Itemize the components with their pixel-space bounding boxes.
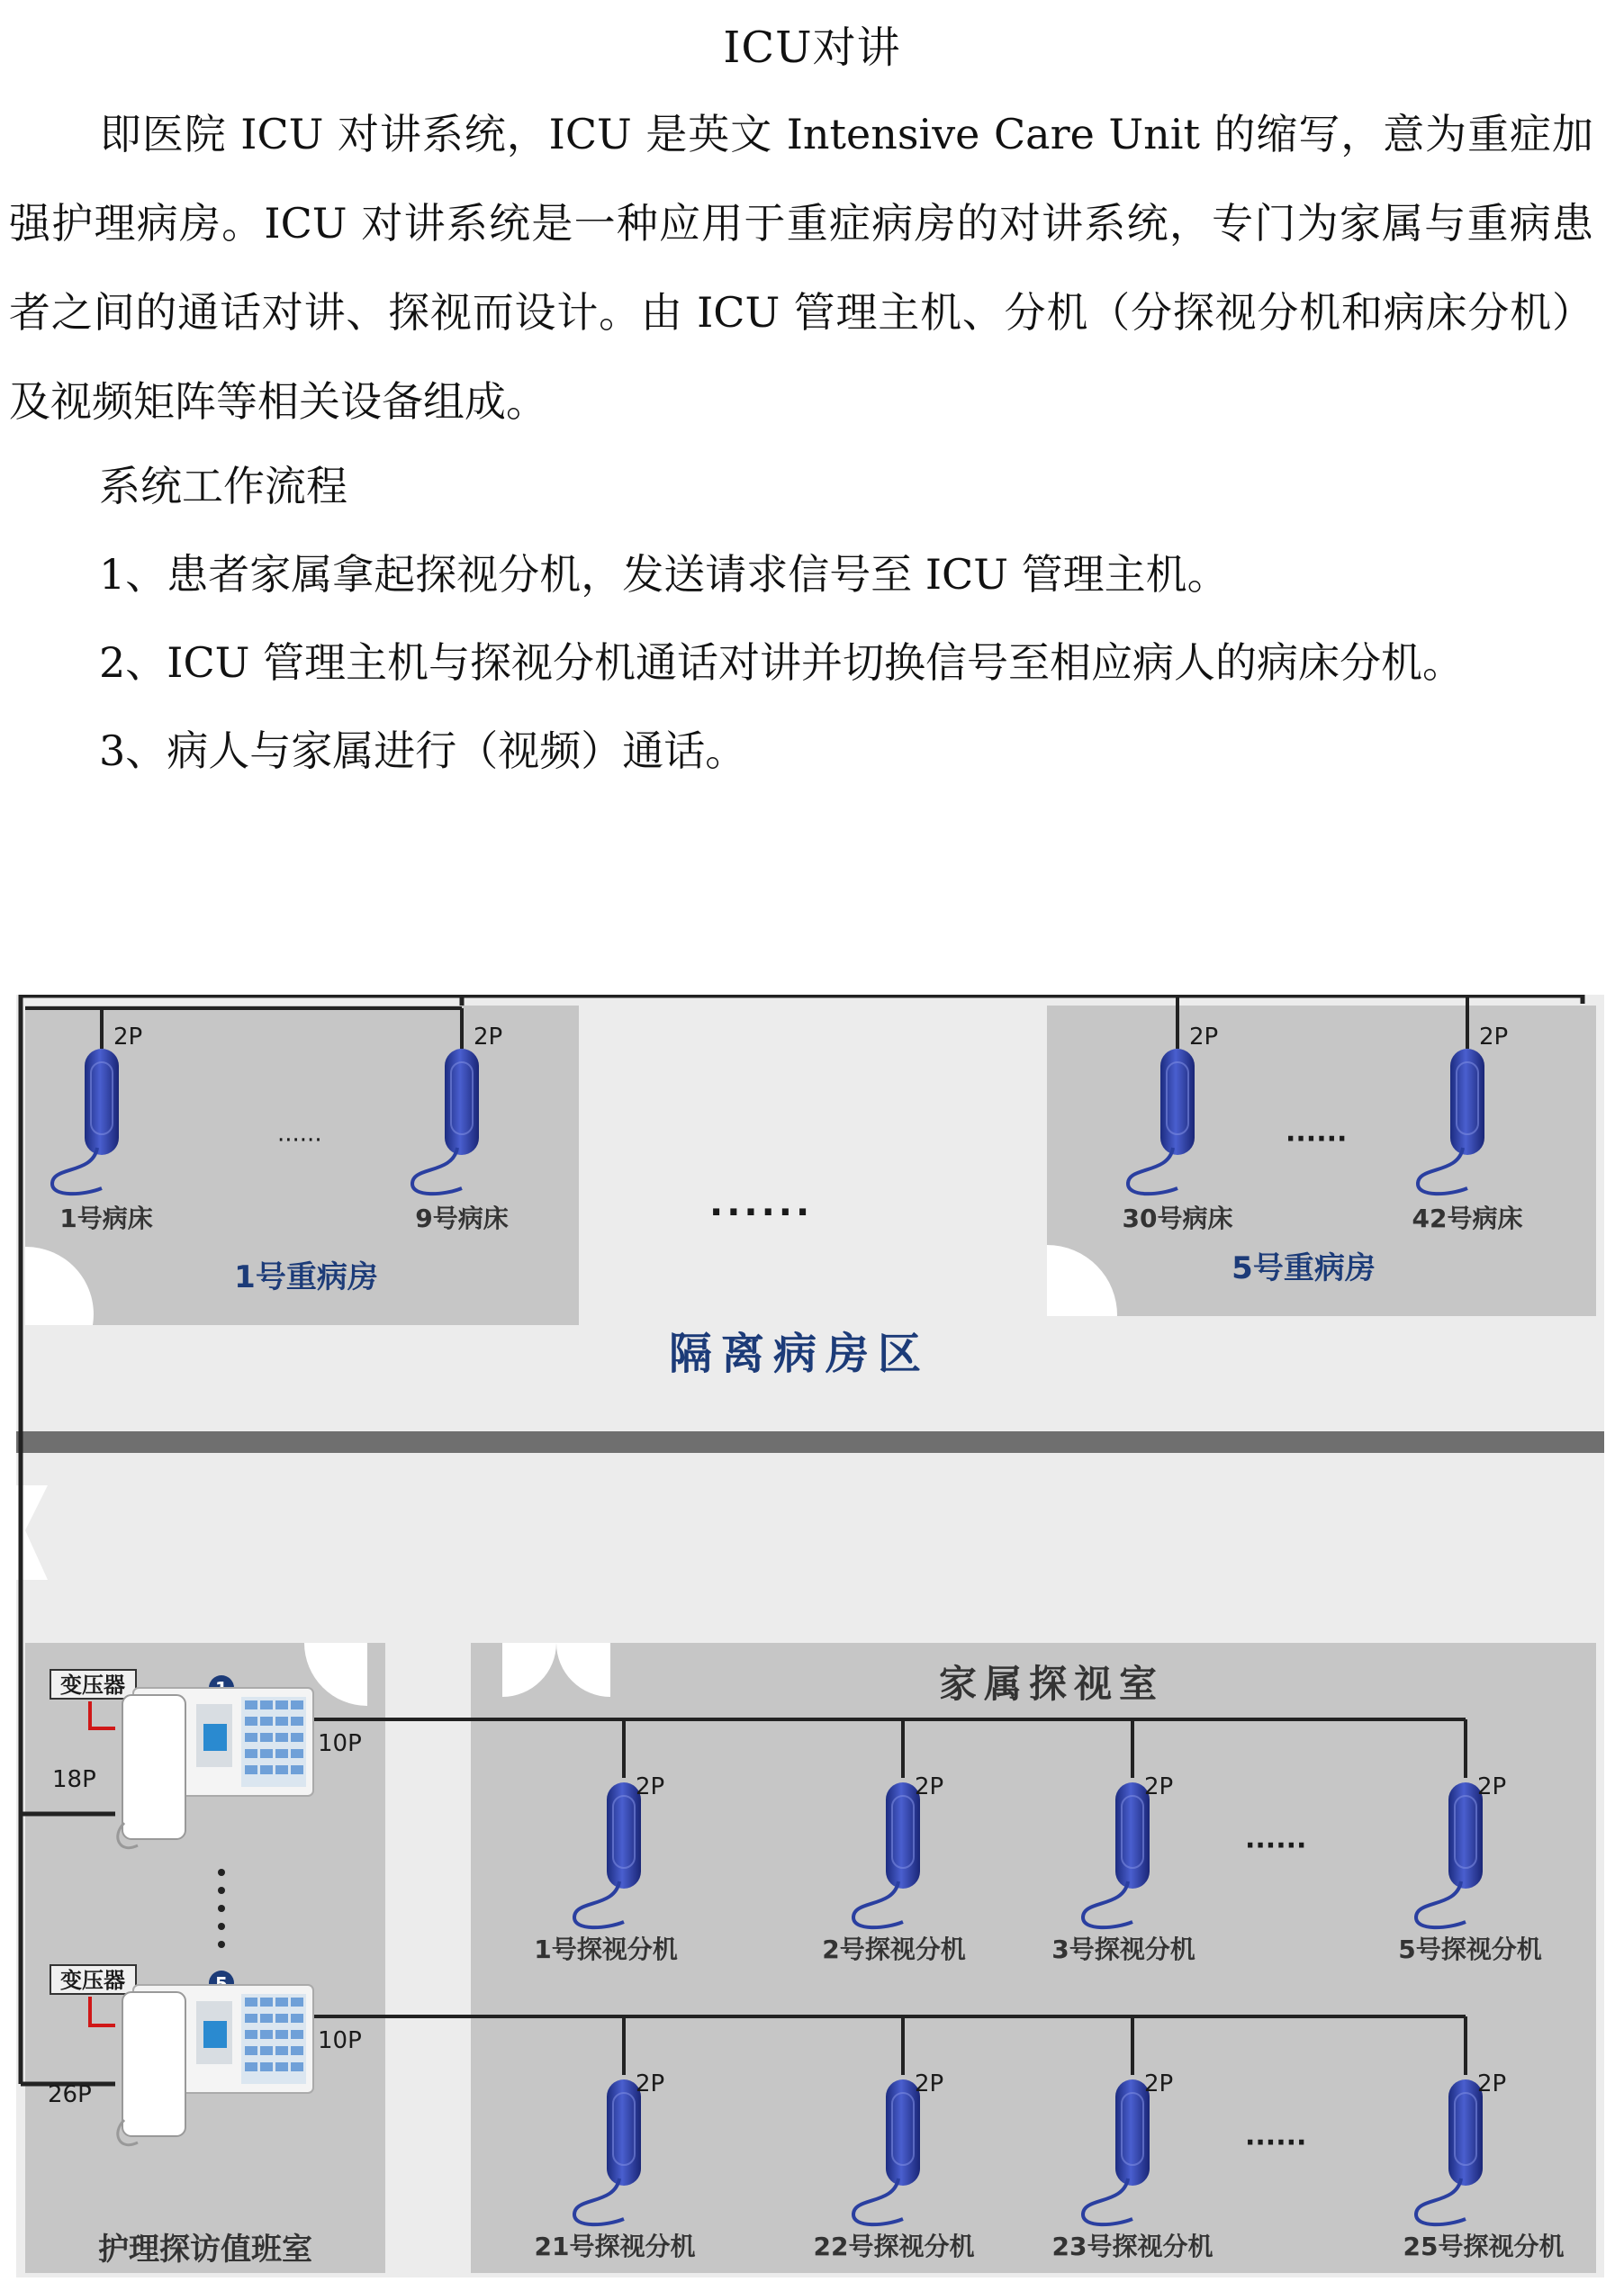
wire-label-2p: 2P [636, 1773, 665, 1800]
visit-unit-label: 23号探视分机 [1051, 2232, 1213, 2261]
visit-unit-label: 25号探视分机 [1403, 2232, 1565, 2261]
wire-label-2p: 2P [1477, 1773, 1507, 1800]
workflow-step-1: 1、患者家属拿起探视分机，发送请求信号至 ICU 管理主机。 [99, 550, 1229, 599]
ellipsis: ······ [277, 1127, 322, 1154]
wire-label-10p: 10P [318, 2027, 362, 2054]
bed-label: 9号病床 [415, 1204, 509, 1233]
visit-unit-label: 21号探视分机 [534, 2232, 696, 2261]
workflow-step-3: 3、病人与家属进行（视频）通话。 [99, 726, 747, 775]
ellipsis: ······ [1245, 1830, 1307, 1862]
bed-label: 1号病床 [59, 1204, 153, 1233]
visit-room-label: 家属探视室 [938, 1662, 1165, 1706]
wire-label-2p: 2P [1144, 1773, 1174, 1800]
wire-label-2p: 2P [636, 2070, 665, 2097]
bed-label: 30号病床 [1122, 1204, 1233, 1233]
intro-text: 即医院 ICU 对讲系统，ICU 是英文 Intensive Care Unit 的缩写，意为重症加强护理病房。ICU 对讲系统是一种应用于重症病房的对讲系统，专门为家属与重病患者之间的通话对讲、探视而设计。由 ICU 管理主机、分机（分探视分机和病床分机）及视频矩阵等相关设备组成。 [9, 110, 1593, 426]
wire-label-26p: 26P [48, 2081, 92, 2108]
ellipsis: ······ [709, 1192, 814, 1233]
bed-label: 42号病床 [1412, 1204, 1523, 1233]
visit-unit-label: 5号探视分机 [1398, 1935, 1542, 1964]
visit-unit-label: 22号探视分机 [813, 2232, 975, 2261]
wire-label-2p: 2P [1477, 2070, 1507, 2097]
wire-label-18p: 18P [52, 1766, 96, 1793]
ellipsis: ······ [1286, 1123, 1348, 1155]
wire-label-2p: 2P [113, 1024, 143, 1051]
corridor-wall [16, 1431, 1604, 1453]
wire-label-10p: 10P [318, 1730, 362, 1757]
visit-unit-label: 3号探视分机 [1051, 1935, 1195, 1964]
wire-label-2p: 2P [1479, 1024, 1509, 1051]
wire-label-2p: 2P [915, 2070, 944, 2097]
ward-5-name: 5号重病房 [1232, 1250, 1376, 1286]
wire-label-2p: 2P [1144, 2070, 1174, 2097]
icu-system-diagram [16, 995, 1604, 2277]
wire-label-2p: 2P [474, 1024, 503, 1051]
visit-unit-label: 2号探视分机 [822, 1935, 966, 1964]
intro-paragraph [9, 90, 1593, 446]
wire-label-2p: 2P [915, 1773, 944, 1800]
ward-1-name: 1号重病房 [234, 1259, 378, 1295]
ellipsis: ······ [1245, 2127, 1307, 2159]
visit-unit-label: 1号探视分机 [534, 1935, 678, 1964]
isolation-zone-label: 隔离病房区 [668, 1329, 931, 1379]
wire-label-2p: 2P [1189, 1024, 1219, 1051]
transformer-label: 变压器 [60, 1968, 125, 1993]
transformer-label: 变压器 [60, 1673, 125, 1698]
workflow-heading: 系统工作流程 [99, 462, 347, 510]
page-title: ICU对讲 [723, 23, 901, 73]
workflow-step-2: 2、ICU 管理主机与探视分机通话对讲并切换信号至相应病人的病床分机。 [99, 638, 1465, 687]
nurse-room-label: 护理探访值班室 [98, 2232, 312, 2268]
